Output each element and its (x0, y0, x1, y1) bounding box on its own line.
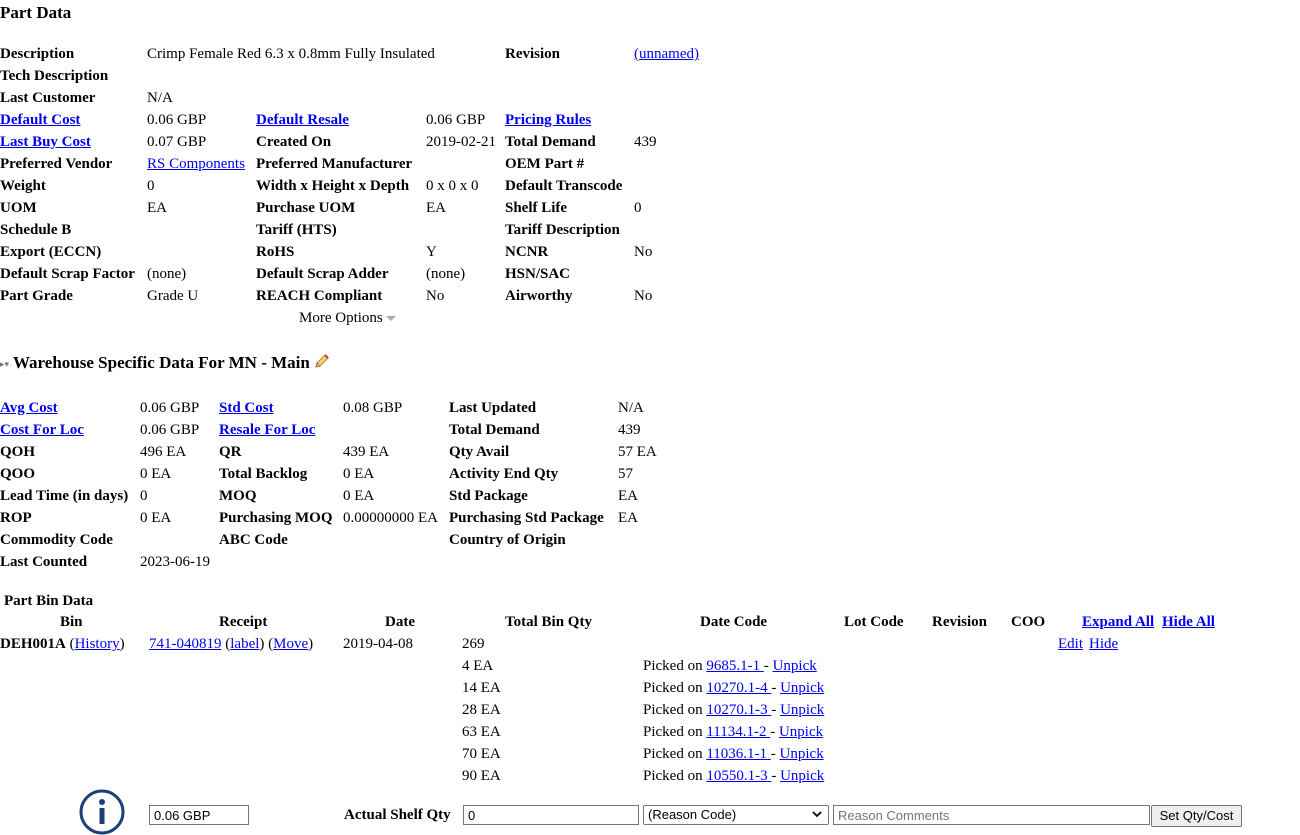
qty-avail-value: 57 EA (618, 444, 657, 460)
std-cost-value: 0.08 GBP (343, 400, 403, 416)
part-grade-value: Grade U (147, 288, 199, 304)
hide-link[interactable]: Hide (1089, 636, 1119, 652)
qoh-value: 496 EA (140, 444, 187, 460)
last-buy-cost-value: 0.07 GBP (147, 134, 207, 150)
wh-total-demand-label: Total Demand (449, 422, 540, 438)
unpick-link[interactable]: Unpick (780, 680, 825, 696)
picked-on-label: Picked on (643, 746, 703, 762)
pick-qty: 90 EA (462, 768, 501, 784)
unpick-link[interactable]: Unpick (772, 658, 817, 674)
activity-end-qty-label: Activity End Qty (449, 466, 559, 482)
avg-cost-value: 0.06 GBP (140, 400, 200, 416)
export-eccn-label: Export (ECCN) (0, 244, 102, 260)
reason-code-select[interactable] (643, 805, 829, 825)
more-options-toggle[interactable] (299, 307, 396, 329)
activity-end-qty-value: 57 (618, 466, 633, 482)
col-total-bin-qty: Total Bin Qty (505, 614, 592, 630)
pick-row: Picked on 9685.1-1 - Unpick (643, 658, 817, 674)
default-cost-link[interactable]: Default Cost (0, 112, 81, 128)
picked-on-label: Picked on (643, 768, 703, 784)
pick-row: Picked on 10270.1-3 - Unpick (643, 702, 825, 718)
bin-date: 2019-04-08 (343, 636, 413, 652)
collapse-toggle-icon[interactable]: ▸▾ (0, 359, 10, 370)
std-package-label: Std Package (449, 488, 528, 504)
bin-total-qty: 269 (462, 636, 485, 652)
pick-row: Picked on 11036.1-1 - Unpick (643, 746, 824, 762)
tariff-hts-label: Tariff (HTS) (256, 222, 337, 238)
ncnr-label: NCNR (505, 244, 549, 260)
last-updated-value: N/A (618, 400, 644, 416)
schedule-b-label: Schedule B (0, 222, 72, 238)
bin-cell: DEH001A (History) (0, 636, 125, 652)
col-lot-code: Lot Code (844, 614, 904, 630)
bin-id: DEH001A (0, 636, 66, 652)
moq-value: 0 EA (343, 488, 375, 504)
unpick-link[interactable]: Unpick (778, 724, 824, 740)
pick-row: Picked on 10270.1-4 - Unpick (643, 680, 825, 696)
bin-section-title: Part Bin Data (4, 593, 94, 609)
uom-label: UOM (0, 200, 37, 216)
purchasing-std-package-value: EA (618, 510, 638, 526)
created-on-label: Created On (256, 134, 332, 150)
purchasing-moq-value: 0.00000000 EA (343, 510, 438, 526)
qoh-label: QOH (0, 444, 36, 460)
description-value: Crimp Female Red 6.3 x 0.8mm Fully Insulated (147, 46, 435, 62)
col-date: Date (385, 614, 415, 630)
pick-qty: 4 EA (462, 658, 494, 674)
last-customer-label: Last Customer (0, 90, 96, 106)
airworthy-label: Airworthy (505, 288, 573, 304)
qoo-label: QOO (0, 466, 36, 482)
picked-on-label: Picked on (643, 680, 703, 696)
pick-ref-link[interactable]: 9685.1-1 (706, 658, 761, 674)
pick-ref-link[interactable]: 10270.1-4 (706, 680, 768, 696)
rop-label: ROP (0, 510, 32, 526)
uom-value: EA (147, 200, 167, 216)
purchasing-std-package-label: Purchasing Std Package (449, 510, 604, 526)
info-icon (79, 789, 125, 835)
revision-link[interactable]: (unnamed) (634, 46, 699, 62)
picked-on-label: Picked on (643, 724, 703, 740)
resale-for-loc-link[interactable]: Resale For Loc (219, 422, 316, 438)
actual-shelf-qty-input[interactable] (463, 805, 639, 825)
preferred-vendor-link[interactable]: RS Components (147, 156, 245, 172)
warehouse-section-header (0, 352, 330, 375)
purchasing-moq-label: Purchasing MOQ (219, 510, 333, 526)
default-scrap-adder-value: (none) (426, 266, 466, 282)
pick-qty: 63 EA (462, 724, 501, 740)
default-cost-value: 0.06 GBP (147, 112, 207, 128)
picked-on-label: Picked on (643, 702, 703, 718)
chevron-down-icon (811, 808, 823, 820)
wh-total-demand-value: 439 (618, 422, 641, 438)
preferred-manufacturer-label: Preferred Manufacturer (256, 156, 413, 172)
default-scrap-factor-label: Default Scrap Factor (0, 266, 135, 282)
lead-time-label: Lead Time (in days) (0, 488, 129, 504)
preferred-vendor-label: Preferred Vendor (0, 156, 113, 172)
qr-value: 439 EA (343, 444, 390, 460)
pick-ref-link[interactable]: 11134.1-2 (706, 724, 767, 740)
pencil-edit-icon[interactable] (314, 353, 330, 369)
dimensions-label: Width x Height x Depth (256, 178, 410, 194)
rop-value: 0 EA (140, 510, 172, 526)
oem-part-label: OEM Part # (505, 156, 585, 172)
unpick-link[interactable]: Unpick (779, 746, 824, 762)
pick-qty: 70 EA (462, 746, 501, 762)
unpick-link[interactable]: Unpick (780, 768, 825, 784)
std-package-value: EA (618, 488, 638, 504)
pick-row: Picked on 11134.1-2 - Unpick (643, 724, 824, 740)
cost-for-loc-value: 0.06 GBP (140, 422, 200, 438)
receipt-cell: 741-040819 (label) (Move) (149, 636, 314, 652)
commodity-code-label: Commodity Code (0, 532, 113, 548)
expand-all-link[interactable]: Expand All (1082, 614, 1155, 630)
pick-qty: 14 EA (462, 680, 501, 696)
shelf-life-value: 0 (634, 200, 642, 216)
shelf-life-label: Shelf Life (505, 200, 568, 216)
col-date-code: Date Code (700, 614, 768, 630)
dimensions-value: 0 x 0 x 0 (426, 178, 479, 194)
moq-label: MOQ (219, 488, 257, 504)
reason-code-selected: (Reason Code) (648, 807, 737, 822)
part-grade-label: Part Grade (0, 288, 73, 304)
col-bin: Bin (60, 614, 83, 630)
pick-qty: 28 EA (462, 702, 501, 718)
pick-row: Picked on 10550.1-3 - Unpick (643, 768, 825, 784)
weight-value: 0 (147, 178, 155, 194)
page-title: Part Data (0, 3, 72, 22)
ncnr-value: No (634, 244, 653, 260)
actual-shelf-qty-label: Actual Shelf Qty (344, 807, 451, 823)
avg-cost-link[interactable]: Avg Cost (0, 400, 58, 416)
qty-avail-label: Qty Avail (449, 444, 510, 460)
col-receipt: Receipt (219, 614, 268, 630)
rohs-value: Y (426, 244, 437, 260)
pick-ref-link[interactable]: 10550.1-3 (706, 768, 768, 784)
weight-label: Weight (0, 178, 46, 194)
description-label: Description (0, 46, 75, 62)
reach-label: REACH Compliant (256, 288, 383, 304)
cost-input[interactable] (149, 805, 249, 825)
pick-ref-link[interactable]: 11036.1-1 (706, 746, 768, 762)
pricing-rules-link[interactable]: Pricing Rules (505, 112, 592, 128)
reach-value: No (426, 288, 445, 304)
lead-time-value: 0 (140, 488, 148, 504)
last-customer-value: N/A (147, 90, 173, 106)
more-options-label: More Options (299, 310, 383, 326)
warehouse-title: Warehouse Specific Data For MN - Main (13, 353, 310, 372)
col-coo: COO (1011, 614, 1046, 630)
revision-label: Revision (505, 46, 561, 62)
total-backlog-label: Total Backlog (219, 466, 308, 482)
label-link[interactable]: label (230, 636, 260, 652)
last-counted-label: Last Counted (0, 554, 88, 570)
reason-comments-input[interactable] (833, 805, 1150, 825)
total-demand-value: 439 (634, 134, 657, 150)
default-scrap-adder-label: Default Scrap Adder (256, 266, 389, 282)
country-of-origin-label: Country of Origin (449, 532, 566, 548)
history-link[interactable]: History (74, 636, 120, 652)
abc-code-label: ABC Code (219, 532, 288, 548)
caret-down-icon (386, 316, 396, 321)
qoo-value: 0 EA (140, 466, 172, 482)
move-link[interactable]: Move (273, 636, 309, 652)
picked-on-label: Picked on (643, 658, 703, 674)
hsn-sac-label: HSN/SAC (505, 266, 571, 282)
total-backlog-value: 0 EA (343, 466, 375, 482)
edit-link[interactable]: Edit (1058, 636, 1083, 652)
default-resale-link[interactable]: Default Resale (256, 112, 349, 128)
default-transcode-label: Default Transcode (505, 178, 623, 194)
last-updated-label: Last Updated (449, 400, 537, 416)
airworthy-value: No (634, 288, 653, 304)
std-cost-link[interactable]: Std Cost (219, 400, 274, 416)
pick-ref-link[interactable]: 10270.1-3 (706, 702, 768, 718)
set-qty-cost-button[interactable]: Set Qty/Cost (1151, 805, 1242, 827)
total-demand-label: Total Demand (505, 134, 596, 150)
hide-all-link[interactable]: Hide All (1162, 614, 1215, 630)
tariff-description-label: Tariff Description (505, 222, 620, 238)
created-on-value: 2019-02-21 (426, 134, 496, 150)
last-buy-cost-link[interactable]: Last Buy Cost (0, 134, 91, 150)
col-revision: Revision (932, 614, 988, 630)
default-resale-value: 0.06 GBP (426, 112, 486, 128)
last-counted-value: 2023-06-19 (140, 554, 210, 570)
receipt-link[interactable]: 741-040819 (149, 636, 222, 652)
tech-description-label: Tech Description (0, 68, 109, 84)
purchase-uom-value: EA (426, 200, 446, 216)
qr-label: QR (219, 444, 242, 460)
cost-for-loc-link[interactable]: Cost For Loc (0, 422, 84, 438)
purchase-uom-label: Purchase UOM (256, 200, 356, 216)
default-scrap-factor-value: (none) (147, 266, 187, 282)
rohs-label: RoHS (256, 244, 295, 260)
unpick-link[interactable]: Unpick (780, 702, 825, 718)
